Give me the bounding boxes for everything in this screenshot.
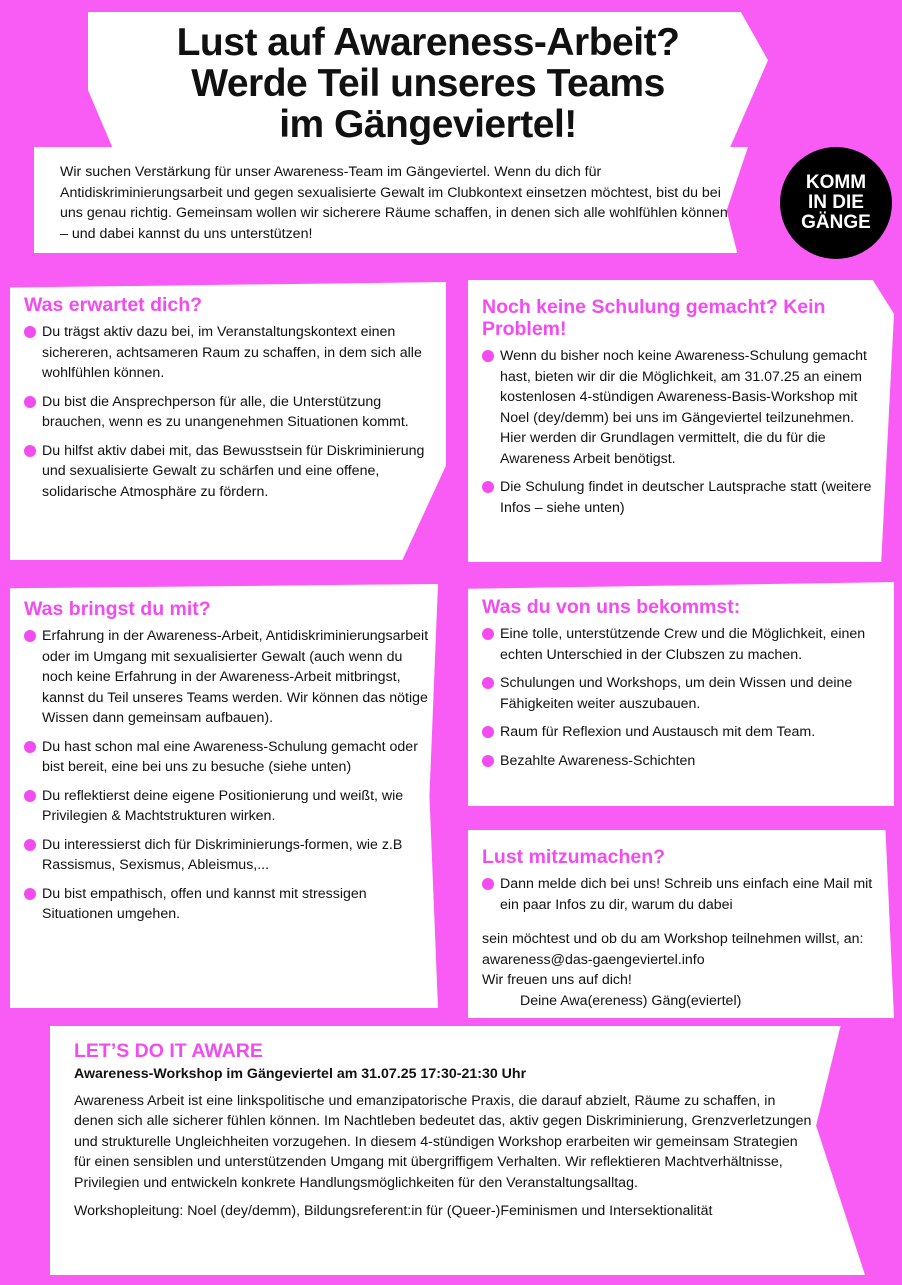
bullet-icon <box>24 630 36 642</box>
list-item <box>482 722 887 743</box>
training-heading: Noch keine Schulung gemacht? Kein Problem! <box>482 296 826 340</box>
list-item <box>482 751 887 772</box>
list-item-text: Du hilfst aktiv dabei mit, das Bewusstsein für Diskriminierung und sexualisierte Gewalt zu schärfen und eine offene, solidarische Atmosphäre zu fördern. <box>42 442 425 500</box>
join-text: sein möchtest und ob du am Workshop teilnehmen willst, an: awareness@das-gaengeviertel.info <box>482 931 864 968</box>
workshop-heading: LET’S DO IT AWARE <box>74 1040 263 1062</box>
list-item-text: Raum für Reflexion und Austausch mit dem Team. <box>500 724 816 740</box>
list-item <box>24 786 429 827</box>
list-item-text: Schulungen und Workshops, um dein Wissen und deine Fähigkeiten weiter auszubauen. <box>500 675 853 712</box>
title-line-1: Lust auf Awareness-Arbeit? <box>176 21 680 64</box>
bullet-icon <box>24 741 36 753</box>
training-panel <box>482 296 882 526</box>
bullet-icon <box>24 888 36 900</box>
badge-line-3: GÄNGE <box>801 212 871 233</box>
list-item <box>482 624 887 665</box>
intro-text: Wir suchen Verstärkung für unser Awareness-Team im Gängeviertel. Wenn du dich für Antidiskriminierungsarbeit und gegen sexualisierte Gewalt im Clubkontext einsetzen möchtest, bist du bei uns genau richtig. Gemeinsam wollen wir sicherere Räume schaffen, in denen sich alle wohlfühlen können – und dabei kannst du uns unterstützen! <box>60 164 728 242</box>
komm-in-die-gaenge-badge <box>780 147 892 259</box>
list-item <box>24 737 429 778</box>
bullet-icon <box>482 726 494 738</box>
join-signature: Deine Awa(ereness) Gäng(eviertel) <box>520 992 742 1009</box>
bullet-icon <box>482 481 494 493</box>
list-item-text: Du interessierst dich für Diskriminierungs-formen, wie z.B Rassismus, Sexismus, Ableismus,... <box>42 836 403 873</box>
expect-heading: Was erwartet dich? <box>24 294 203 316</box>
bullet-icon <box>24 839 36 851</box>
join-heading: Lust mitzumachen? <box>482 846 666 868</box>
workshop-panel <box>74 1040 814 1222</box>
workshop-lead: Workshopleitung: Noel (dey/demm), Bildungsreferent:in für (Queer-)Feminismen und Intersektionalität <box>74 1203 713 1219</box>
list-item <box>24 626 429 729</box>
list-item-text: Du trägst aktiv dazu bei, im Veranstaltungskontext einen sichereren, achtsameren Raum zu schaffen, in dem sich alle wohlfühlen können. <box>42 324 422 381</box>
bullet-icon <box>482 878 494 890</box>
get-panel <box>482 596 887 779</box>
workshop-subtitle: Awareness-Workshop im Gängeviertel am 31.07.25 17:30-21:30 Uhr <box>74 1066 527 1082</box>
expect-list <box>24 322 434 502</box>
badge-line-1: KOMM <box>805 172 867 193</box>
bullet-icon <box>24 790 36 802</box>
bullet-icon <box>24 445 36 457</box>
list-item <box>24 392 434 433</box>
get-list <box>482 624 887 771</box>
bullet-icon <box>24 326 36 338</box>
list-item <box>482 477 882 518</box>
list-item-text: Bezahlte Awareness-Schichten <box>500 752 696 769</box>
badge-line-2: IN DIE <box>808 192 864 213</box>
list-item <box>24 322 434 384</box>
list-item-text: Du hast schon mal eine Awareness-Schulung gemacht oder bist bereit, eine bei uns zu besuche (siehe unten) <box>42 738 418 775</box>
list-item-text: Die Schulung findet in deutscher Lautsprache statt (weitere Infos – siehe unten) <box>500 479 872 516</box>
list-item-text: Du bist empathisch, offen und kannst mit stressigen Situationen umgehen. <box>42 885 367 922</box>
list-item <box>482 874 882 915</box>
list-item <box>24 835 429 876</box>
bullet-icon <box>482 755 494 767</box>
bring-list <box>24 626 429 925</box>
list-item-text: Du bist die Ansprechperson für alle, die Unterstützung brauchen, wenn es zu unangenehmen Situationen kommt. <box>42 393 409 430</box>
join-list <box>482 874 882 915</box>
list-item-text: Eine tolle, unterstützende Crew und die Möglichkeit, einen echten Unterschied in der Clubszen zu machen. <box>500 626 866 663</box>
list-item-text: Dann melde dich bei uns! Schreib uns einfach eine Mail mit ein paar Infos zu dir, warum du dabei <box>500 876 873 913</box>
bullet-icon <box>482 628 494 640</box>
list-item <box>482 673 887 714</box>
list-item-text: Erfahrung in der Awareness-Arbeit, Antidiskriminierungsarbeit oder im Umgang mit sexualisierter Gewalt (auch wenn du noch keine Erfahrung in der Awareness-Arbeit mitbringst, kannst du Teil unseres Teams werden. Wir können das nötige Wissen dann gemeinsam aufbauen). <box>42 628 429 726</box>
list-item <box>482 346 882 469</box>
list-item <box>24 441 434 503</box>
training-list <box>482 346 882 518</box>
bring-heading: Was bringst du mit? <box>24 598 211 620</box>
title-line-2: Werde Teil unseres Teams <box>191 62 665 105</box>
get-heading: Was du von uns bekommst: <box>482 596 741 618</box>
list-item-text: Wenn du bisher noch keine Awareness-Schulung gemacht hast, bieten wir dir die Möglichkeit, am 31.07.25 an einem kostenlosen 4-stündigen Awareness-Basis-Workshop mit Noel (dey/demm) bei uns im Gängeviertel teilzunehmen. Hier werden dir Grundlagen vermittelt, die du für die Awareness Arbeit benötigst. <box>500 348 868 467</box>
bullet-icon <box>482 350 494 362</box>
title-line-3: im Gängeviertel! <box>279 103 577 146</box>
join-thanks: Wir freuen uns auf dich! <box>482 972 632 988</box>
page-title <box>88 22 768 145</box>
list-item-text: Du reflektierst deine eigene Positionierung und weißt, wie Privilegien & Machtstrukturen wirken. <box>42 787 404 824</box>
bring-panel <box>24 598 429 933</box>
expect-panel <box>24 294 434 510</box>
bullet-icon <box>24 396 36 408</box>
bullet-icon <box>482 677 494 689</box>
workshop-body: Awareness Arbeit ist eine linkspolitische und emanzipatorische Praxis, die darauf abzielt, Räume zu schaffen, in denen sich alle sicherer fühlen können. Im Nachtleben bedeutet das, aktiv gegen Diskriminierung, Grenzverletzungen und strukturelle Ungleichheiten vorzugehen. In diesem 4-stündigen Workshop erarbeiten wir gemeinsam Strategien für einen sensiblen und unterstützenden Umgang mit übergriffigem Verhalten. Wir reflektieren Machtverhältnisse, Privilegien und entwickeln konkrete Handlungsmöglichkeiten für den Veranstaltungsalltag. <box>74 1092 812 1191</box>
join-panel <box>482 846 882 1011</box>
list-item <box>24 884 429 925</box>
